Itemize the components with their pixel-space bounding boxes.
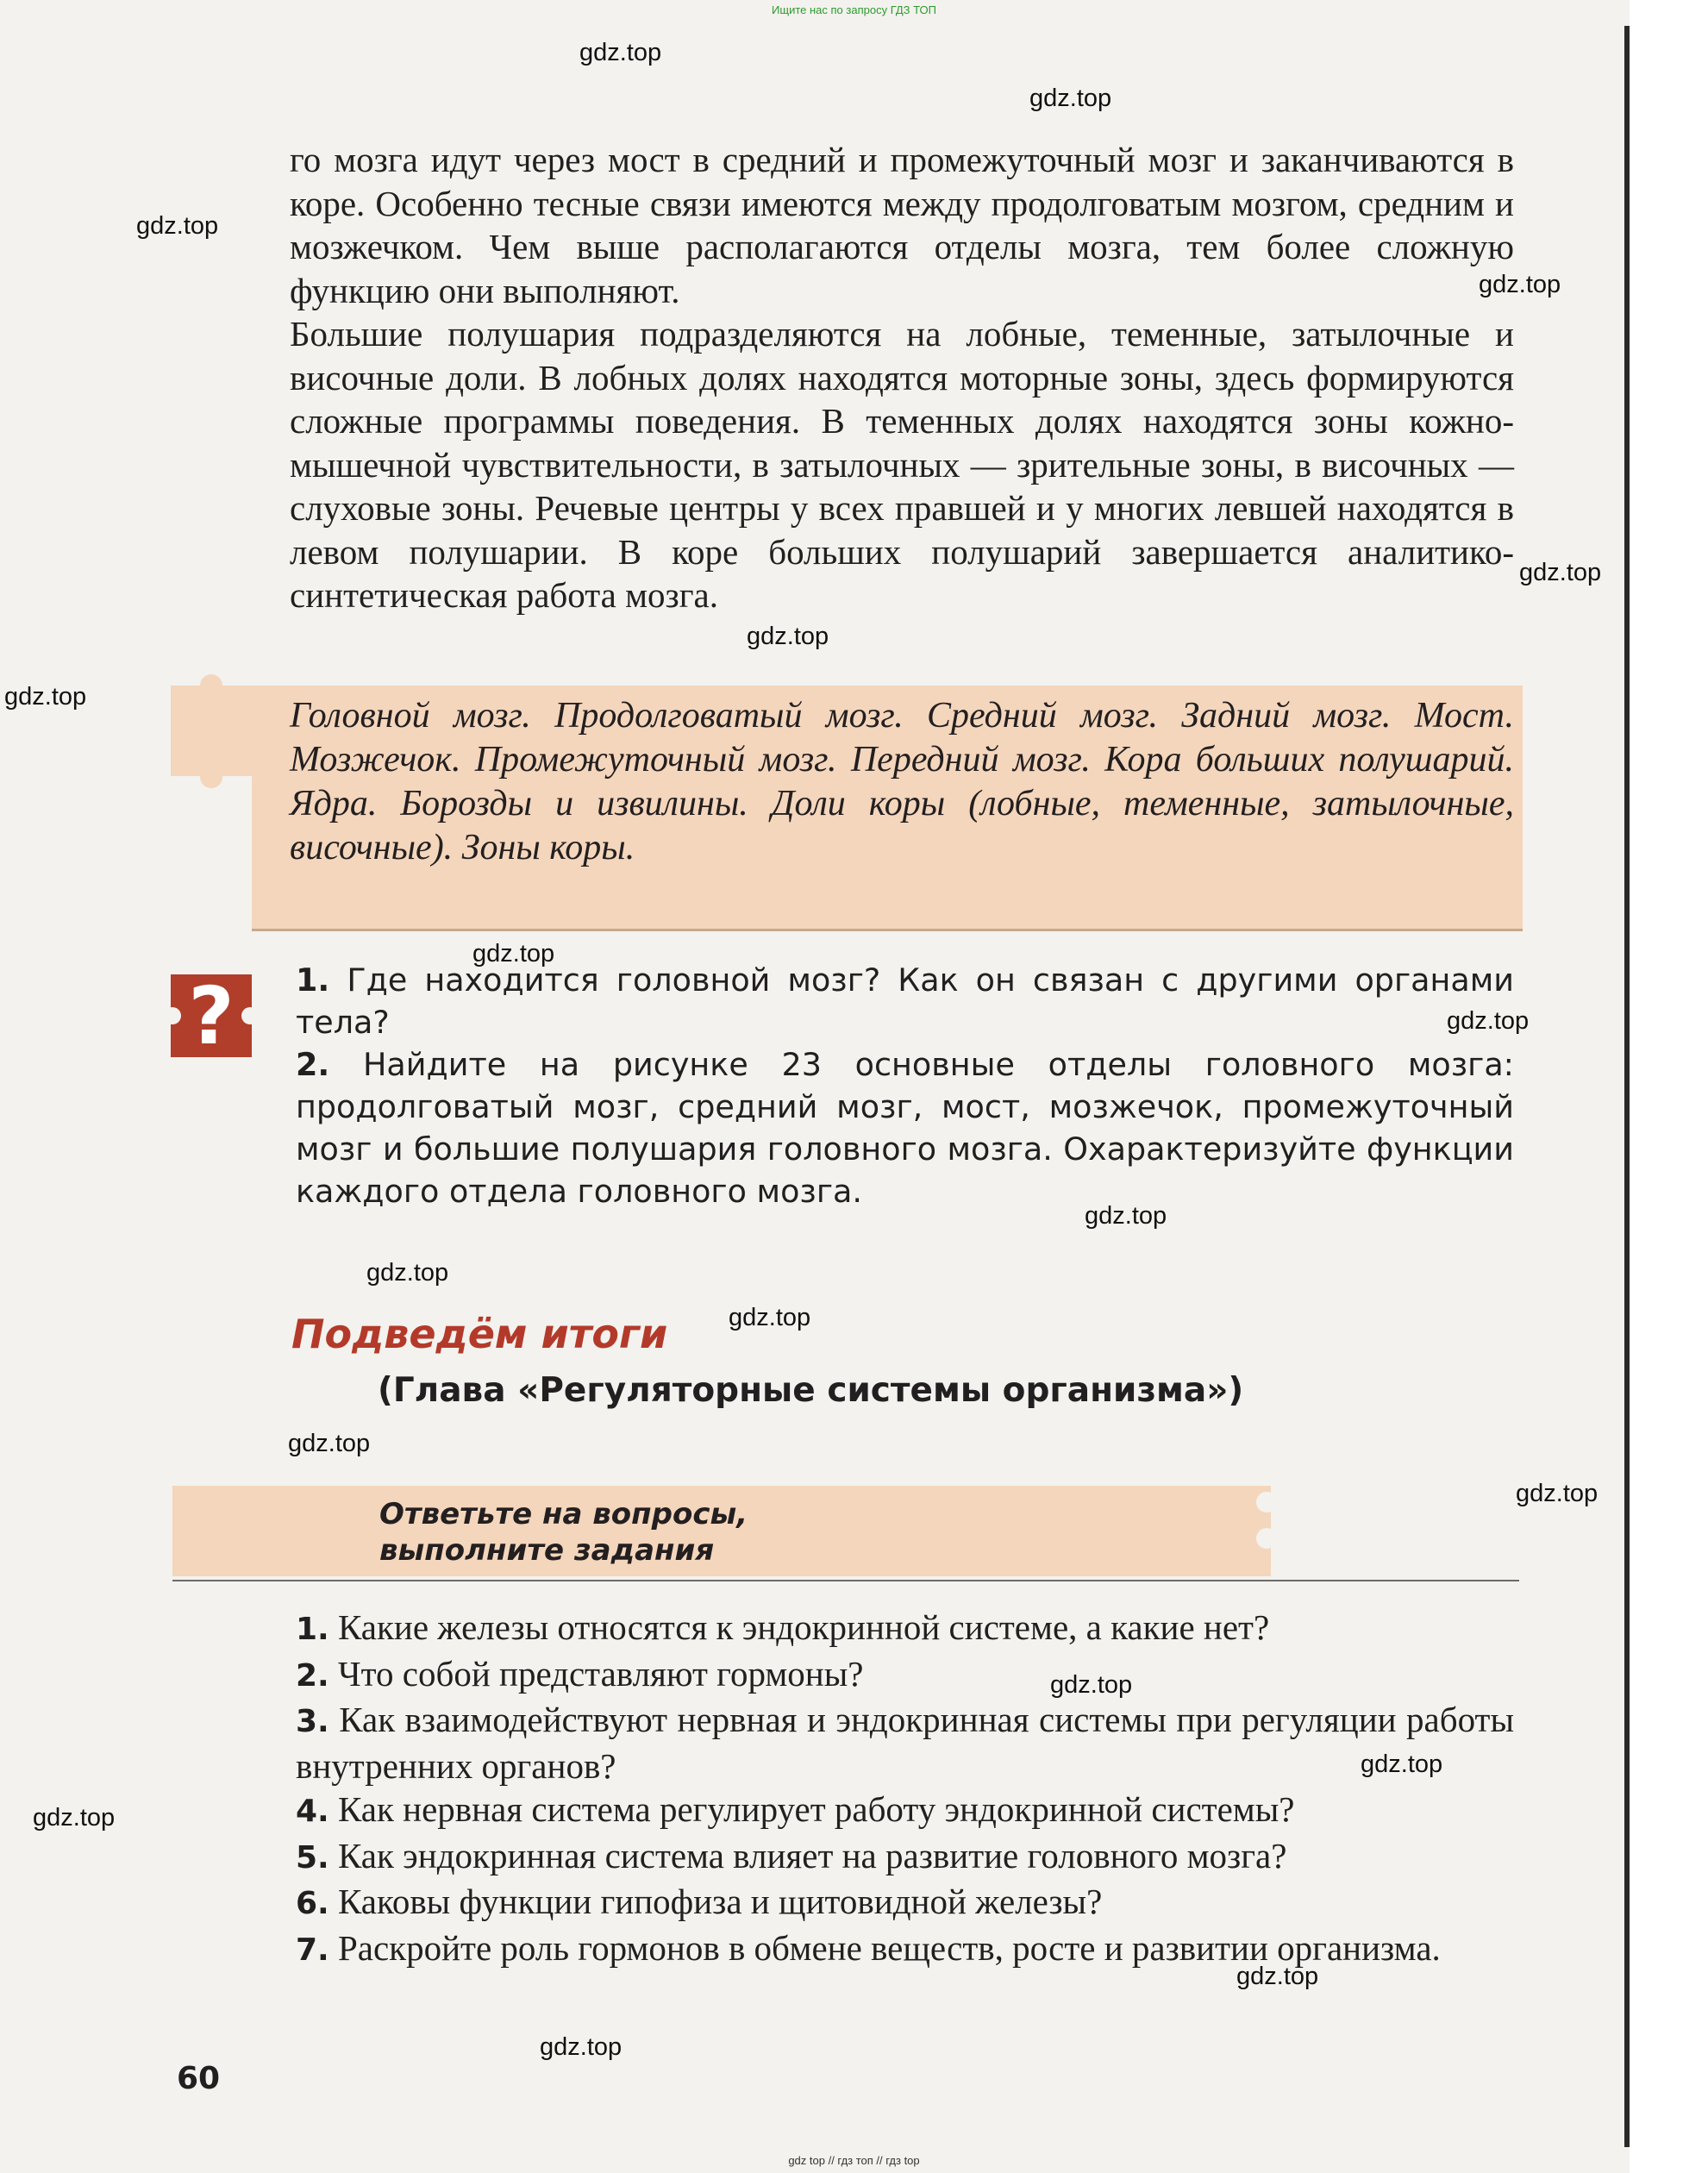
- question-item: 2. Найдите на рисунке 23 основные отделы головного мозга: продолговатый мозг, средний мозг, мост, мозжечок, промежуточный мозг и большие полушария головного мозга. Охарактеризуйте функции каждого отдела головного мозга.: [296, 1046, 1514, 1210]
- watermark: gdz.top: [747, 623, 829, 650]
- review-question: 7. Раскройте роль гормонов в обмене веществ, росте и развитии организма.: [296, 1927, 1441, 1968]
- puzzle-knob-decoration: [1256, 1528, 1277, 1549]
- puzzle-knob-decoration: [200, 766, 222, 788]
- page-number: 60: [177, 2061, 221, 2096]
- watermark: gdz.top: [1236, 1963, 1319, 1990]
- watermark: gdz.top: [1029, 85, 1112, 112]
- review-question: 4. Как нервная система регулирует работу эндокринной системы?: [296, 1789, 1295, 1829]
- watermark: gdz.top: [288, 1430, 371, 1457]
- questions-list: [296, 959, 1514, 1212]
- bottom-banner: gdz top // гдз топ // гдз top: [788, 2154, 920, 2167]
- puzzle-knob-decoration: [1256, 1492, 1277, 1512]
- body-text: [290, 138, 1514, 617]
- watermark: gdz.top: [1479, 271, 1561, 298]
- watermark: gdz.top: [729, 1304, 811, 1331]
- page-margin: [1630, 0, 1708, 2173]
- watermark: gdz.top: [1361, 1750, 1443, 1778]
- puzzle-knob-decoration: [200, 674, 222, 697]
- review-question: 3. Как взаимодействуют нервная и эндокринная системы при регуляции работы внутренних органов?: [296, 1700, 1515, 1786]
- body-paragraph: Большие полушария подразделяются на лобные, теменные, затылочные и височные доли. В лобных долях находятся моторные зоны, здесь формируются сложные программы поведения. В теменных долях находятся зоны кожно-мышечной чувствительности, в затылочных — зрительные зоны, в височных — слуховые зоны. Речевые центры у всех правшей и у многих левшей находятся в левом полушарии. В коре больших полушарий завершается аналитико-синтетическая работа мозга.: [290, 314, 1514, 615]
- top-banner: Ищите нас по запросу ГДЗ ТОП: [772, 3, 936, 16]
- watermark: gdz.top: [366, 1259, 449, 1287]
- watermark: gdz.top: [1519, 559, 1602, 586]
- question-mark-icon: ?: [171, 974, 252, 1057]
- chapter-subtitle: (Глава «Регуляторные системы организма»): [378, 1371, 1244, 1410]
- watermark: gdz.top: [540, 2033, 623, 2061]
- watermark: gdz.top: [472, 940, 555, 968]
- watermark: gdz.top: [136, 212, 219, 240]
- key-terms-text: Головной мозг. Продолговатый мозг. Средний мозг. Задний мозг. Мост. Мозжечок. Промежуточный мозг. Передний мозг. Кора больших полушарий. Ядра. Борозды и извилины. Доли коры (лобные, теменные, затылочные, височные). Зоны коры.: [290, 696, 1514, 867]
- watermark: gdz.top: [33, 1804, 116, 1832]
- question-item: 1. Где находится головной мозг? Как он связан с другими органами тела?: [296, 961, 1514, 1041]
- review-question: 6. Каковы функции гипофиза и щитовидной железы?: [296, 1882, 1103, 1921]
- watermark: gdz.top: [579, 39, 662, 66]
- watermark: gdz.top: [1447, 1007, 1530, 1035]
- watermark: gdz.top: [1050, 1671, 1133, 1699]
- review-question: 5. Как эндокринная система влияет на развитие головного мозга?: [296, 1835, 1287, 1876]
- tasks-header-text: Ответьте на вопросы, выполните задания: [379, 1497, 748, 1568]
- review-question: 1. Какие железы относятся к эндокринной системе, а какие нет?: [296, 1607, 1270, 1647]
- body-paragraph: го мозга идут через мост в средний и промежуточный мозг и заканчиваются в коре. Особенно тесные связи имеются между продолговатым мозгом, средним и мозжечком. Чем выше располагаются отделы мозга, тем более сложную функцию они выполняют.: [290, 140, 1514, 310]
- key-terms-puzzle-tab: [171, 686, 252, 776]
- divider: [172, 1580, 1519, 1581]
- review-question: 2. Что собой представляют гормоны?: [296, 1653, 864, 1694]
- watermark: gdz.top: [4, 683, 87, 711]
- review-questions-list: [296, 1606, 1514, 1972]
- summary-title: Подведём итоги: [291, 1311, 668, 1357]
- watermark: gdz.top: [1516, 1480, 1599, 1507]
- watermark: gdz.top: [1085, 1202, 1167, 1230]
